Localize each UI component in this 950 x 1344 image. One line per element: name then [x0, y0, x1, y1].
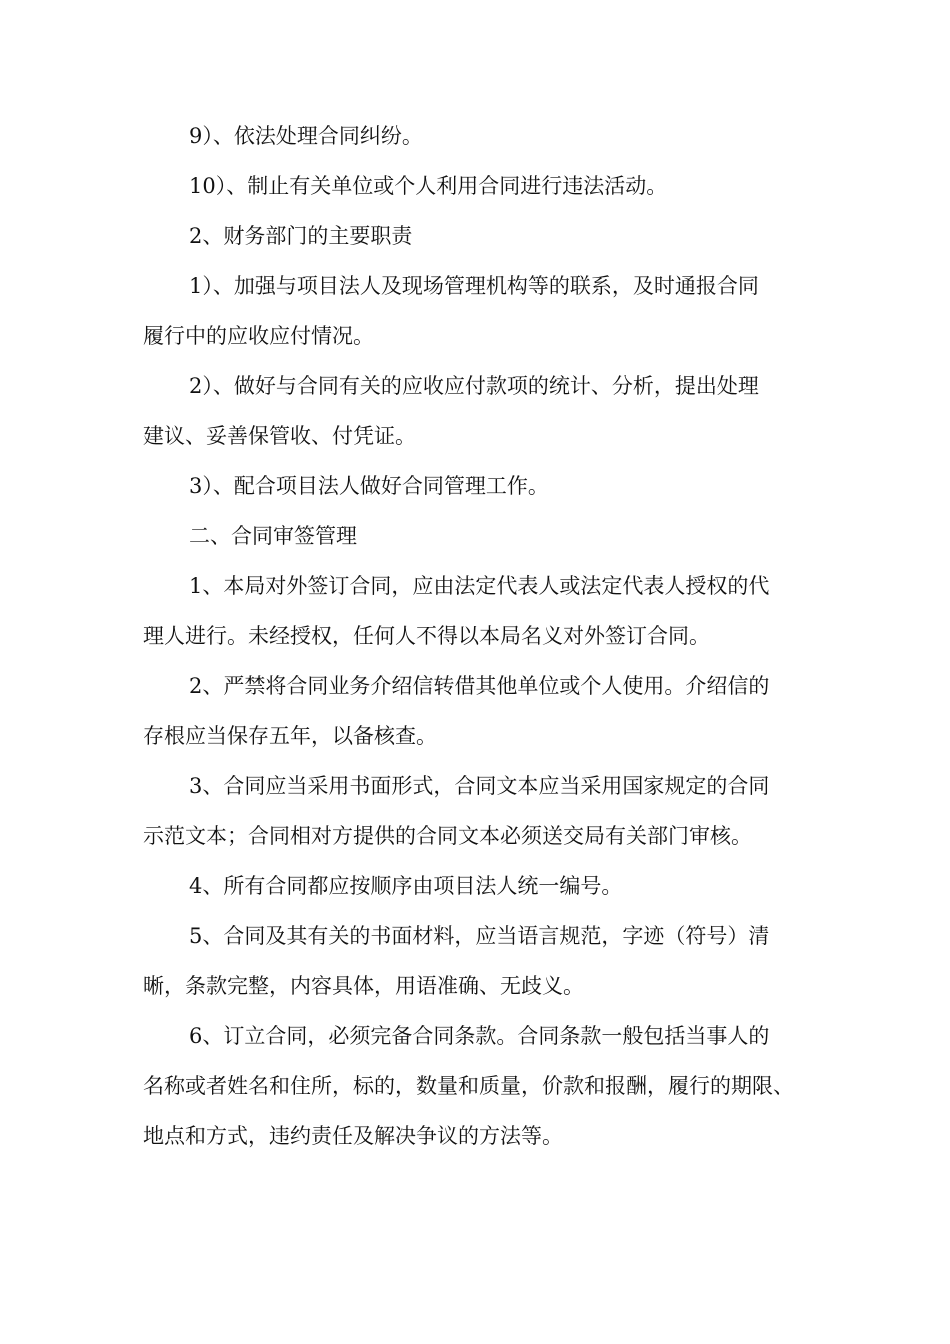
section-heading: 二、合同审签管理: [189, 524, 357, 548]
paragraph-line: 1、本局对外签订合同，应由法定代表人或法定代表人授权的代: [189, 574, 770, 598]
paragraph-line: 晰，条款完整，内容具体，用语准确、无歧义。: [143, 974, 584, 998]
section-heading: 2、财务部门的主要职责: [189, 224, 413, 248]
paragraph-line: 2、严禁将合同业务介绍信转借其他单位或个人使用。介绍信的: [189, 674, 770, 698]
paragraph-line: 1）、加强与项目法人及现场管理机构等的联系，及时通报合同: [189, 274, 759, 298]
paragraph-line: 2）、做好与合同有关的应收应付款项的统计、分析，提出处理: [189, 374, 759, 398]
paragraph-line: 4、所有合同都应按顺序由项目法人统一编号。: [189, 874, 623, 898]
paragraph-line: 10）、制止有关单位或个人利用合同进行违法活动。: [189, 174, 668, 198]
paragraph-line: 5、合同及其有关的书面材料，应当语言规范，字迹（符号）清: [189, 924, 770, 948]
paragraph-line: 理人进行。未经授权，任何人不得以本局名义对外签订合同。: [143, 624, 710, 648]
paragraph-line: 6、订立合同，必须完备合同条款。合同条款一般包括当事人的: [189, 1024, 770, 1048]
paragraph-line: 存根应当保存五年，以备核查。: [143, 724, 437, 748]
paragraph-line: 名称或者姓名和住所，标的，数量和质量，价款和报酬，履行的期限、: [143, 1074, 794, 1098]
paragraph-line: 3）、配合项目法人做好合同管理工作。: [189, 474, 549, 498]
paragraph-line: 地点和方式，违约责任及解决争议的方法等。: [143, 1124, 563, 1148]
paragraph-line: 示范文本；合同相对方提供的合同文本必须送交局有关部门审核。: [143, 824, 752, 848]
paragraph-line: 3、合同应当采用书面形式，合同文本应当采用国家规定的合同: [189, 774, 770, 798]
paragraph-line: 9）、依法处理合同纠纷。: [189, 124, 423, 148]
paragraph-line: 建议、妥善保管收、付凭证。: [143, 424, 416, 448]
paragraph-line: 履行中的应收应付情况。: [143, 324, 374, 348]
